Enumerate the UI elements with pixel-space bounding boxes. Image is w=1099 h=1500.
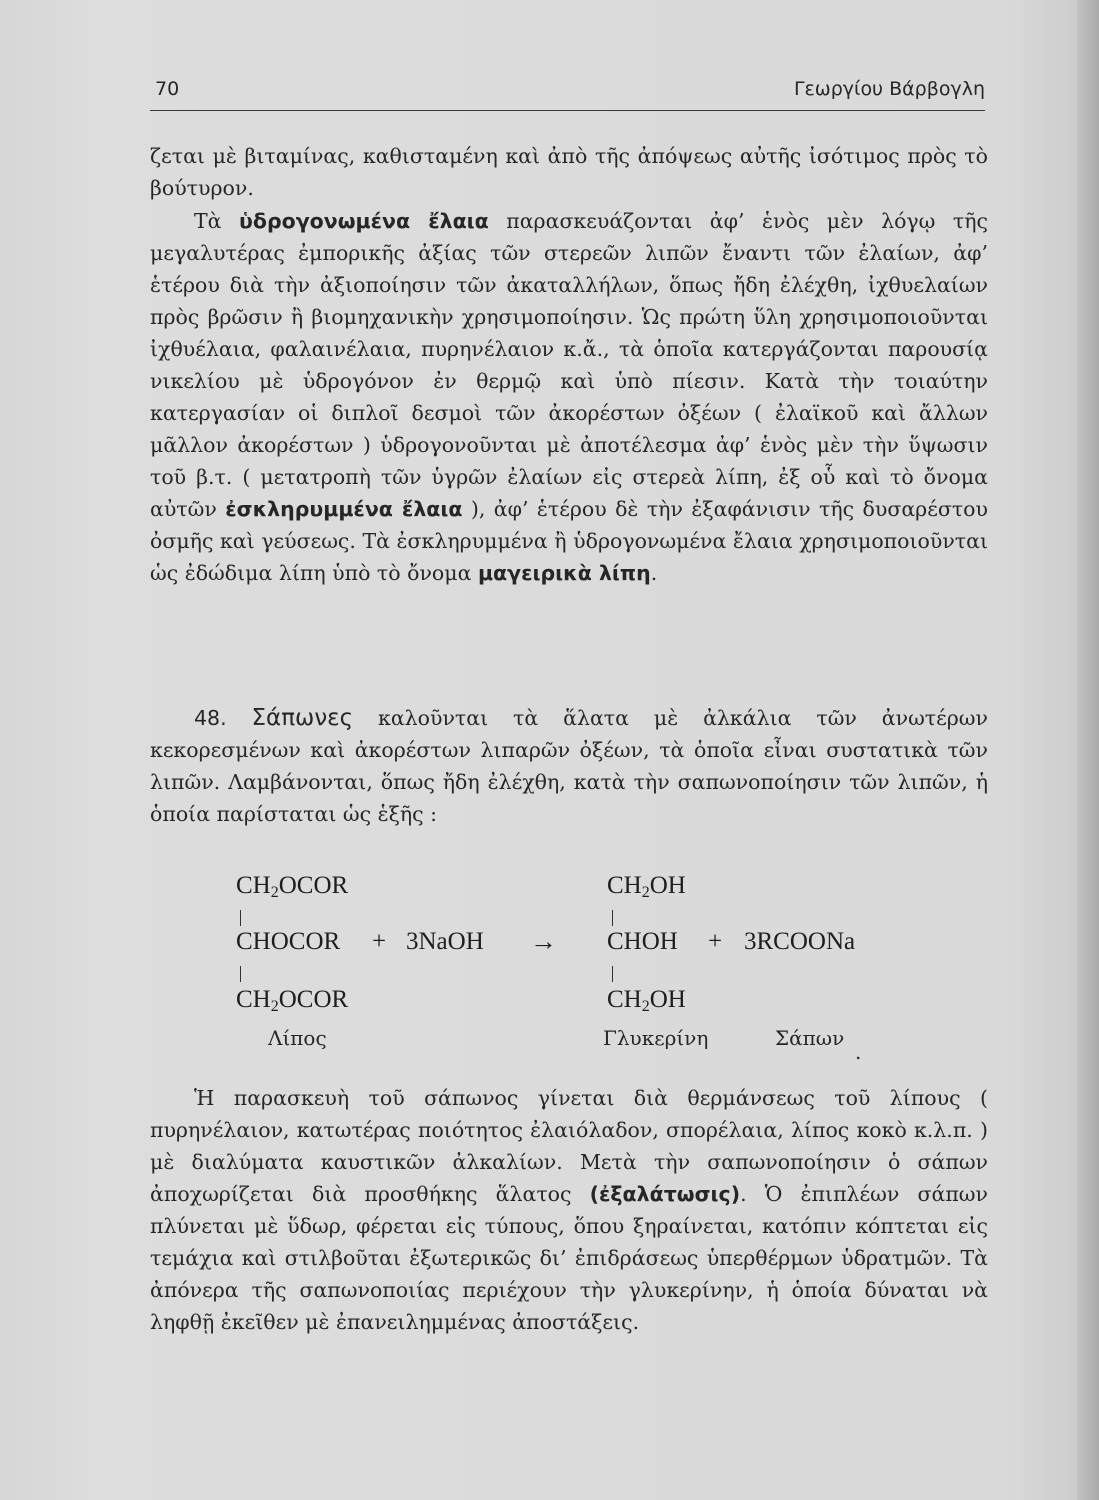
section-number: 48.: [194, 706, 227, 730]
label-fat: Λίπος: [268, 1026, 327, 1050]
hydrogenated-oils-paragraph: [150, 205, 988, 589]
book-spine-shadow: [1077, 0, 1099, 1500]
running-header: [150, 78, 985, 108]
bond-line: [612, 966, 613, 982]
label-glycerin: Γλυκερίνη: [603, 1026, 709, 1050]
intro-text: ζεται μὲ βιταμίνας, καθισταμένη καὶ ἀπὸ τῆς ἀπόψεως αὐτῆς ἰσότιμος πρὸς τὸ βούτυρον.: [150, 144, 988, 200]
term-cooking-fats: μαγειρικὰ λίπη: [477, 561, 651, 585]
page-number: 70: [155, 78, 180, 100]
text-span: Τὰ: [194, 209, 240, 233]
product-rcoona: 3RCOONa: [744, 928, 856, 955]
bond-line: [240, 966, 241, 982]
bond-line: [612, 910, 613, 926]
term-salting-out: (ἐξαλάτωσις): [589, 1182, 741, 1206]
glycerin-choh: CHOH: [607, 928, 678, 955]
text-span: .: [650, 561, 658, 585]
fat-chocor: CHOCOR: [236, 928, 341, 955]
section-48-paragraph: [150, 702, 988, 830]
glycerin-ch2oh-bottom: $CH_2OH$: [607, 986, 686, 1015]
plus-sign: +: [708, 928, 723, 955]
reagent-naoh: 3NaOH: [406, 928, 484, 955]
equation-end-dot: .: [855, 1040, 862, 1064]
intro-paragraph: [150, 140, 988, 204]
fat-ch2ocor-top: $CH_2OCOR$: [236, 872, 349, 901]
text-span: καλοῦνται τὰ ἅλατα μὲ ἀλκάλια τῶν ἀνωτέρων κεκορεσμένων καὶ ἀκορέστων λιπαρῶν ὀξέων, τὰ ὁποῖα εἶναι συστατικὰ τῶν λιπῶν. Λαμβάνονται, ὅπως ἤδη ἐλέχθη, κατὰ τὴν σαπωνοποίησιν τῶν λιπῶν, ἡ ὁποία παρίσταται ὡς ἑξῆς :: [150, 706, 988, 826]
text-span: Ἡ παρασκευὴ τοῦ σάπωνος γίνεται διὰ θερμάνσεως τοῦ λίπους ( πυρηνέλαιον, κατωτέρας ποιότητος ἐλαιόλαδον, σπορέλαια, λίπος κοκὸ κ.λ.π. ) μὲ διαλύματα καυστικῶν ἀλκαλίων. Μετὰ τὴν σαπωνοποίησιν ὁ σάπων ἀποχωρίζεται διὰ προσθήκης ἅλατος: [150, 1086, 988, 1206]
text-span: παρασκευάζονται ἀφ’ ἑνὸς μὲν λόγῳ τῆς μεγαλυτέρας ἐμπορικῆς ἀξίας τῶν στερεῶν λιπῶν ἔναντι τῶν ἐλαίων, ἀφ’ ἑτέρου διὰ τὴν ἀξιοποίησιν τῶν ἀκαταλλήλων, ὅπως ἤδη ἐλέχθη, ἰχθυελαίων πρὸς βρῶσιν ἢ βιομηχανικὴν χρησιμοποίησιν. Ὡς πρώτη ὕλη χρησιμοποιοῦνται ἰχθυέλαια, φαλαινέλαια, πυρηνέλαιον κ.ἄ., τὰ ὁποῖα κατεργάζονται παρουσίᾳ νικελίου μὲ ὑδρογόνον ἐν θερμῷ καὶ ὑπὸ πίεσιν. Κατὰ τὴν τοιαύτην κατεργασίαν οἱ διπλοῖ δεσμοὶ τῶν ἀκορέστων ὀξέων ( ἐλαϊκοῦ καὶ ἄλλων μᾶλλον ἀκορέστων ) ὑδρογονοῦνται μὲ ἀποτέλεσμα ἀφ’ ἑνὸς μὲν τὴν ὕψωσιν τοῦ β.τ. ( μετατροπὴ τῶν ὑγρῶν ἐλαίων εἰς στερεὰ λίπη, ἐξ οὗ καὶ τὸ ὄνομα αὐτῶν: [150, 209, 988, 521]
label-soap: Σάπων: [775, 1026, 845, 1050]
running-head-author: Γεωργίου Βάρβογλη: [793, 78, 985, 100]
reaction-arrow: →: [530, 926, 557, 956]
header-rule: [150, 110, 985, 111]
term-hydrogenated-oils: ὑδρογονωμένα ἔλαια: [239, 209, 489, 233]
glycerin-ch2oh-top: $CH_2OH$: [607, 872, 686, 901]
text-span: ), ἀφ’ ἑτέρου δὲ τὴν ἐξαφάνισιν τῆς δυσαρέστου ὀσμῆς καὶ γεύσεως. Τὰ ἐσκληρυμμένα ἢ ὑδρογονωμένα ἔλαια χρησιμοποιοῦνται ὡς ἐδώδιμα λίπη ὑπὸ τὸ ὄνομα: [150, 497, 988, 585]
text-span: . Ὁ ἐπιπλέων σάπων πλύνεται μὲ ὕδωρ, φέρεται εἰς τύπους, ὅπου ξηραίνεται, κατόπιν κόπτεται εἰς τεμάχια καὶ στιλβοῦται ἐξωτερικῶς δι’ ἐπιδράσεως ὑπερθέρμων ὑδρατμῶν. Τὰ ἀπόνερα τῆς σαπωνοποιίας περιέχουν τὴν γλυκερίνην, ἡ ὁποία δύναται νὰ ληφθῇ ἐκεῖθεν μὲ ἐπανειλημμένας ἀποστάξεις.: [150, 1182, 988, 1334]
bond-line: [240, 910, 241, 926]
section-term-soaps: Σάπωνες: [251, 705, 354, 731]
soap-preparation-paragraph: [150, 1082, 988, 1338]
plus-sign: +: [372, 928, 387, 955]
fat-ch2ocor-bottom: $CH_2OCOR$: [236, 986, 349, 1015]
term-hardened-oils: ἐσκληρυμμένα ἔλαια: [225, 497, 463, 521]
